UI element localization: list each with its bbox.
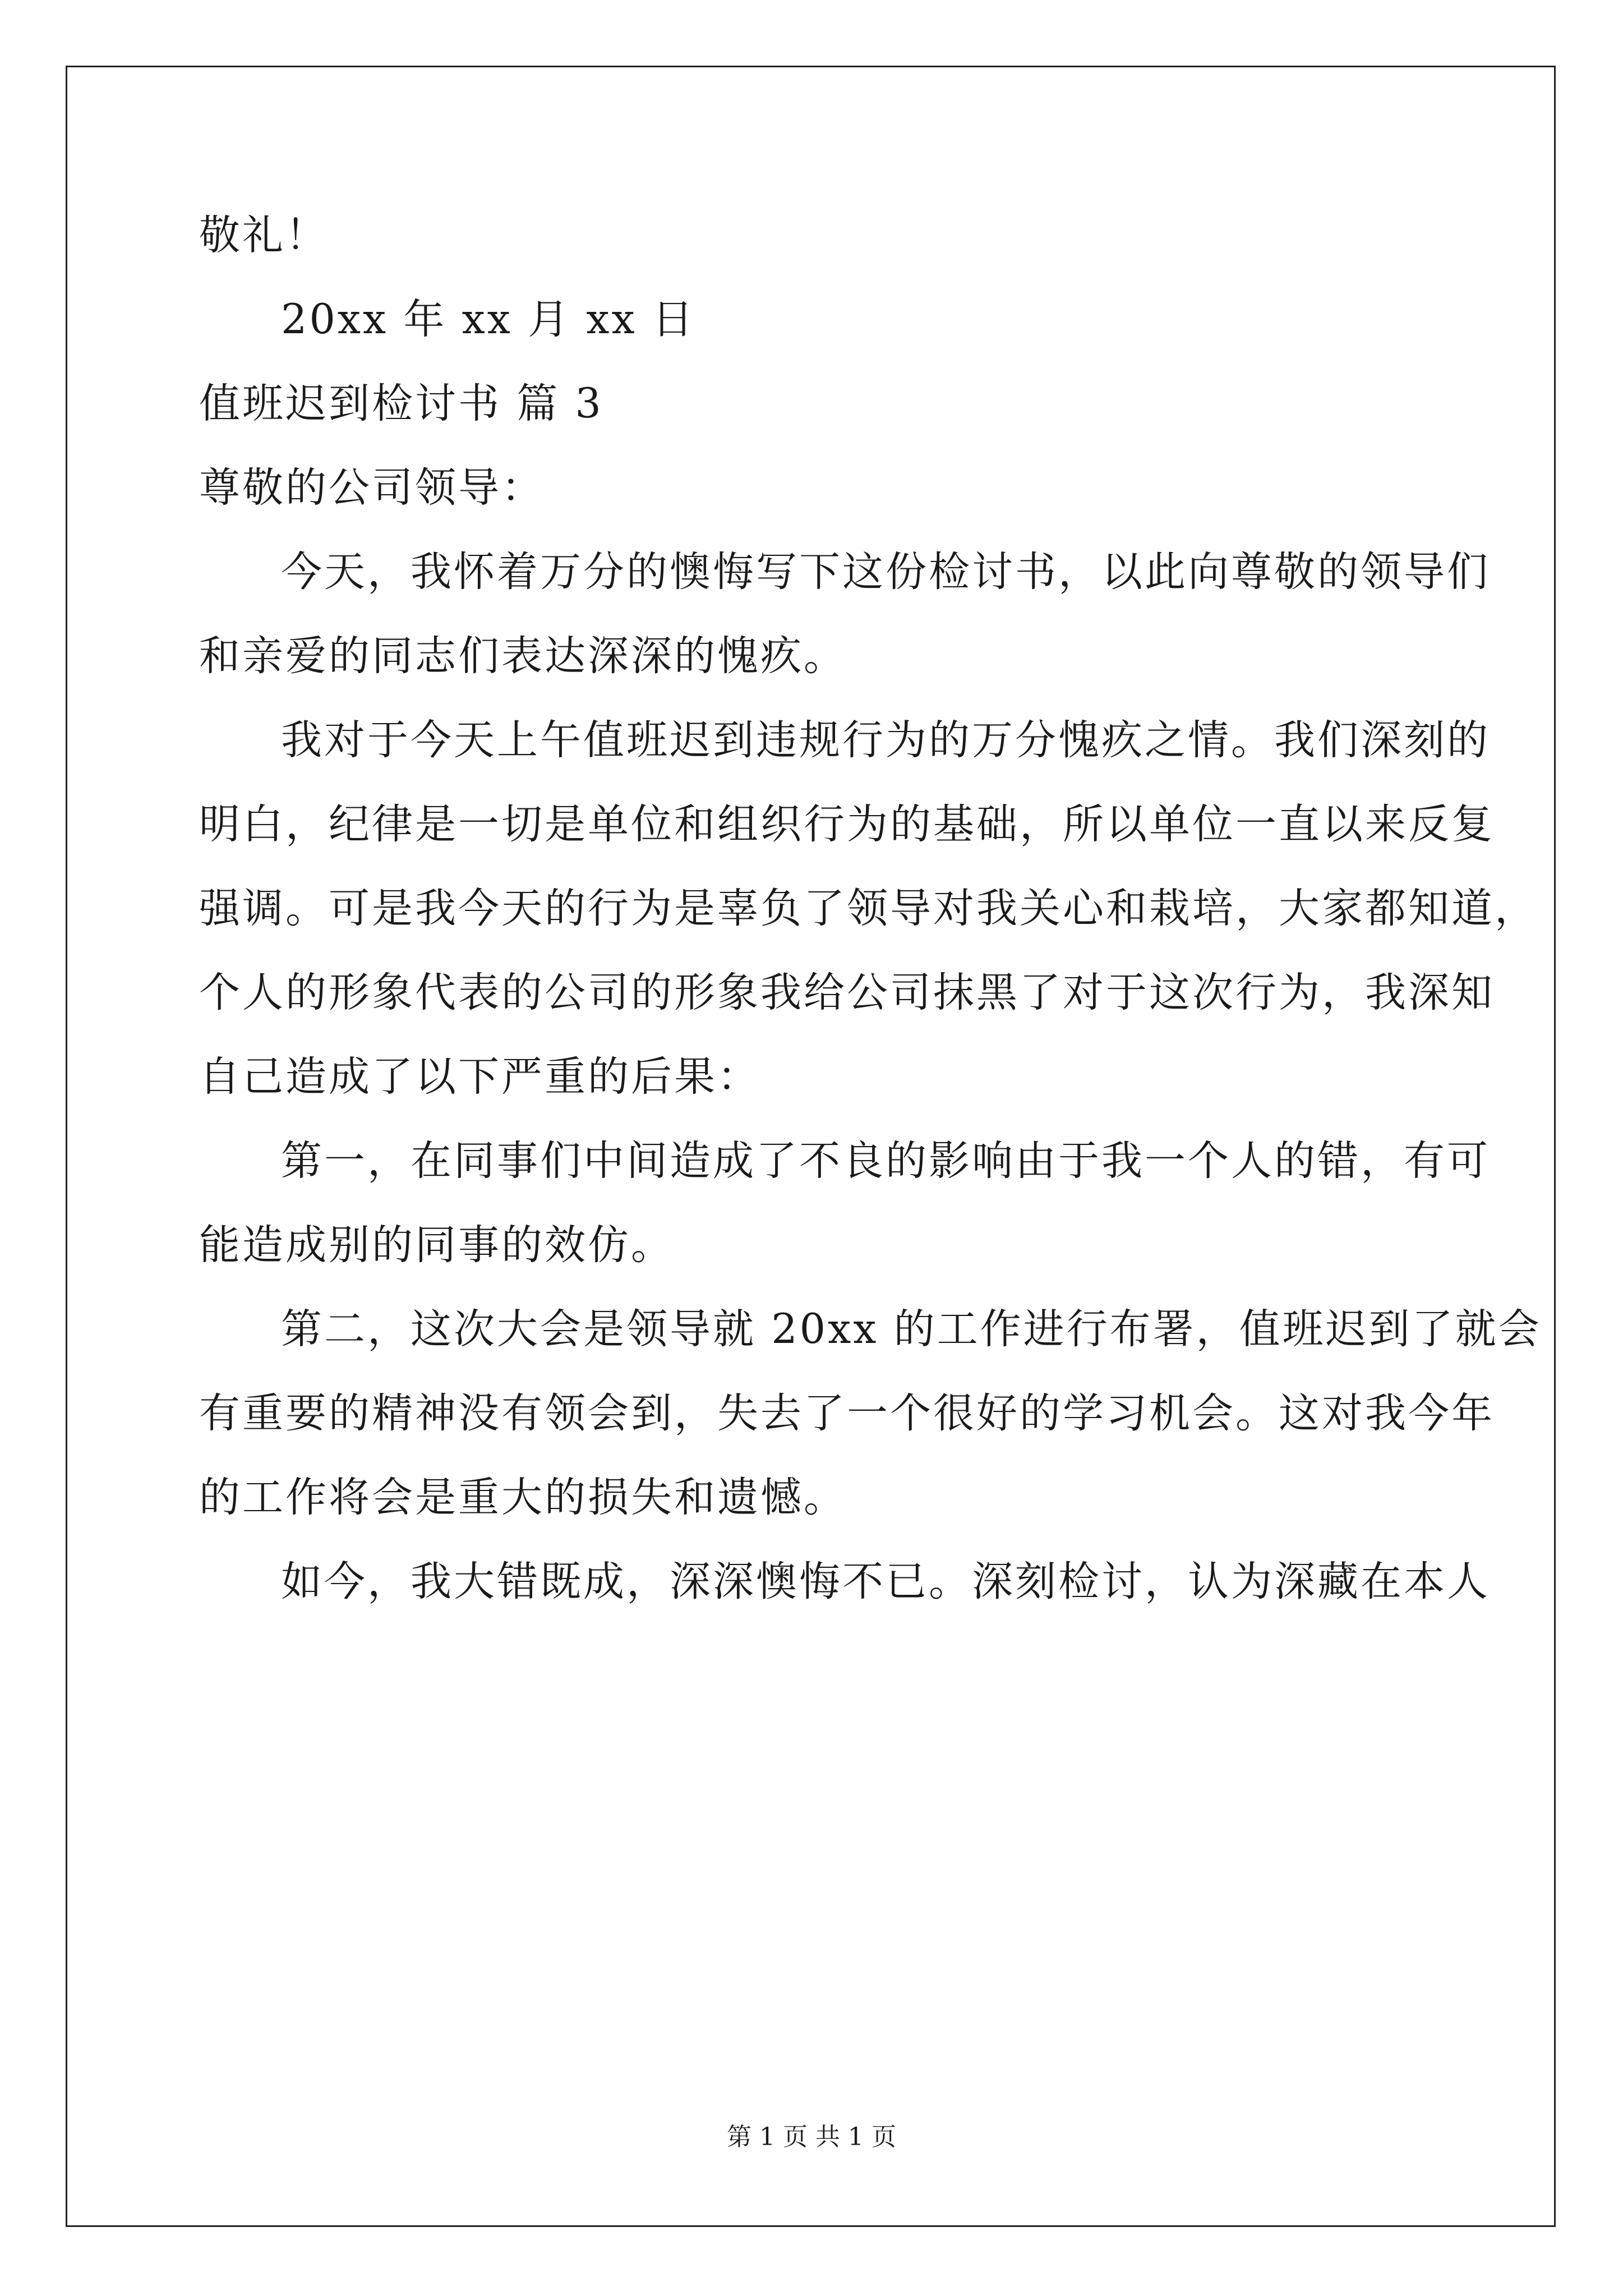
- paragraph-line: 有重要的精神没有领会到，失去了一个很好的学习机会。这对我今年: [199, 1389, 1495, 1437]
- paragraph-line: 强调。可是我今天的行为是辜负了领导对我关心和栽培，大家都知道，: [199, 885, 1538, 932]
- paragraph-line: 的工作将会是重大的损失和遗憾。: [199, 1474, 847, 1521]
- paragraph-line: 我对于今天上午值班迟到违规行为的万分愧疚之情。我们深刻的: [281, 716, 1490, 764]
- date-line: 20xx 年 xx 月 xx 日: [281, 296, 695, 343]
- closing-salutation: 敬礼！: [199, 211, 329, 259]
- paragraph-line: 第二，这次大会是领导就 20xx 的工作进行布署，值班迟到了就会: [281, 1305, 1542, 1353]
- greeting: 尊敬的公司领导：: [199, 464, 545, 512]
- section-title: 值班迟到检讨书 篇 3: [199, 380, 603, 427]
- paragraph-line: 如今，我大错既成，深深懊悔不已。深刻检讨，认为深藏在本人: [281, 1558, 1490, 1605]
- paragraph-line: 个人的形象代表的公司的形象我给公司抹黑了对于这次行为，我深知: [199, 969, 1495, 1016]
- paragraph-line: 今天，我怀着万分的懊悔写下这份检讨书，以此向尊敬的领导们: [281, 548, 1490, 596]
- paragraph-line: 明白，纪律是一切是单位和组织行为的基础，所以单位一直以来反复: [199, 800, 1495, 848]
- paragraph-line: 自己造成了以下严重的后果：: [199, 1053, 760, 1101]
- paragraph-line: 能造成别的同事的效仿。: [199, 1221, 674, 1269]
- paragraph-line: 第一，在同事们中间造成了不良的影响由于我一个人的错，有可: [281, 1137, 1490, 1185]
- page-footer: 第 1 页 共 1 页: [727, 2123, 896, 2151]
- paragraph-line: 和亲爱的同志们表达深深的愧疚。: [199, 632, 847, 680]
